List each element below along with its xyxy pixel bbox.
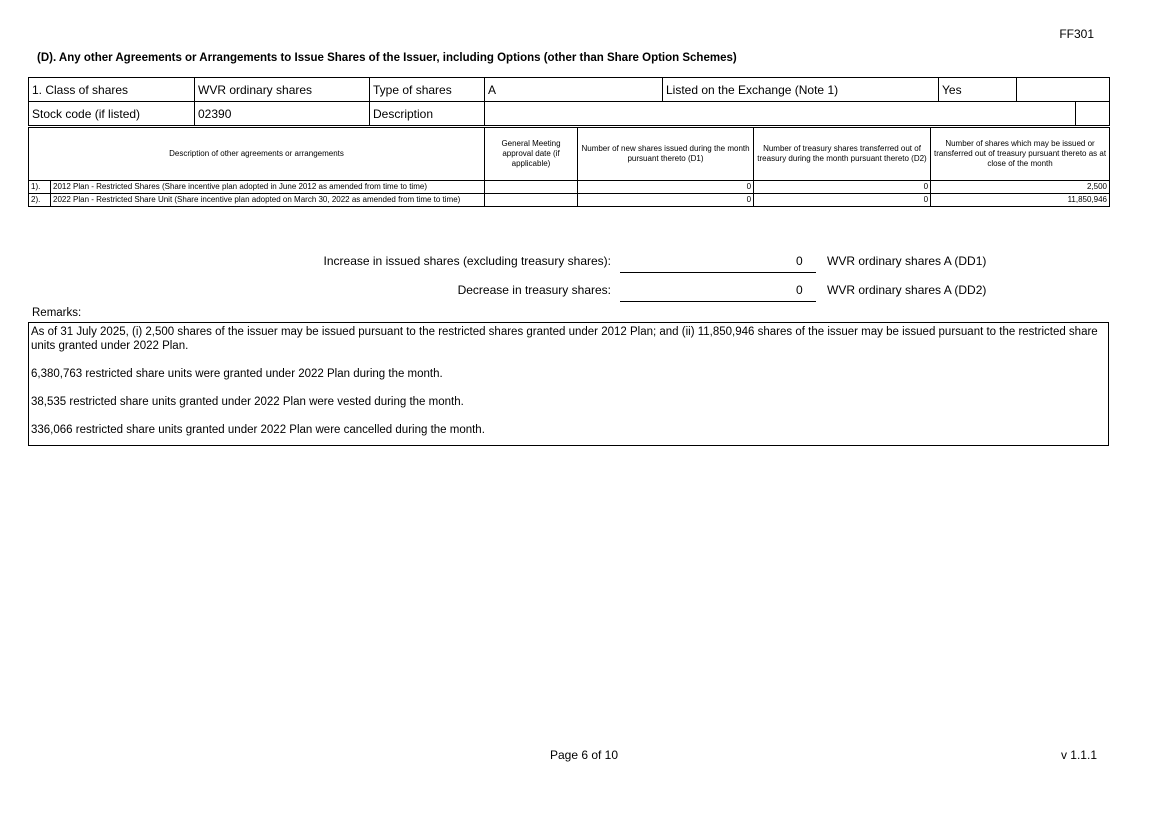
type-label: Type of shares: [370, 78, 485, 102]
table-row: [29, 194, 1110, 207]
page-number: Page 6 of 10: [549, 748, 619, 762]
remark-paragraph: 38,535 restricted share units granted under 2022 Plan were vested during the month.: [31, 396, 464, 408]
stock-code-row: [29, 102, 1110, 126]
type-value: A: [485, 78, 663, 102]
row-description: 2012 Plan - Restricted Shares (Share incentive plan adopted in June 2012 as amended from time to time): [51, 181, 485, 194]
class-value: WVR ordinary shares: [195, 78, 370, 102]
form-code: FF301: [1059, 27, 1094, 41]
stock-code-label: Stock code (if listed): [29, 102, 195, 126]
row-may-be-issued: 2,500: [931, 181, 1110, 194]
listed-extra: [1017, 78, 1110, 102]
description-label: Description: [370, 102, 485, 126]
remarks-label: Remarks:: [32, 307, 82, 319]
table-header-row: [29, 128, 1110, 181]
decrease-unit: WVR ordinary shares A (DD2): [827, 283, 987, 297]
decrease-label: Decrease in treasury shares:: [457, 283, 611, 297]
increase-value: 0: [796, 254, 803, 268]
header-description: Description of other agreements or arrangements: [29, 128, 485, 181]
header-new-shares: Number of new shares issued during the month pursuant thereto (D1): [578, 128, 754, 181]
row-new-shares: 0: [578, 181, 754, 194]
row-may-be-issued: 11,850,946: [931, 194, 1110, 207]
listed-label: Listed on the Exchange (Note 1): [663, 78, 939, 102]
class-label: 1. Class of shares: [29, 78, 195, 102]
share-info-table: [28, 77, 1110, 126]
header-gm-date: General Meeting approval date (if applicable): [485, 128, 578, 181]
agreements-table: [28, 127, 1110, 207]
table-row: [29, 181, 1110, 194]
increase-unit: WVR ordinary shares A (DD1): [827, 254, 987, 268]
increase-label: Increase in issued shares (excluding treasury shares):: [323, 254, 611, 268]
remark-paragraph: As of 31 July 2025, (i) 2,500 shares of the issuer may be issued pursuant to the restricted shares granted under 2012 Plan; and (ii) 11,850,946 shares of the issuer may be issued pursuant to the restricted share units granted under 2022 Plan.: [31, 326, 1098, 352]
description-value: [485, 102, 1076, 126]
row-index: 1).: [29, 181, 51, 194]
remark-paragraph: 6,380,763 restricted share units were granted under 2022 Plan during the month.: [31, 368, 443, 380]
version-label: v 1.1.1: [1060, 748, 1097, 762]
class-row: [29, 78, 1110, 102]
header-treasury-transferred: Number of treasury shares transferred out of treasury during the month pursuant thereto (D2): [754, 128, 931, 181]
remarks-box: [28, 322, 1109, 446]
increase-line: [620, 254, 816, 273]
stock-code-value: 02390: [195, 102, 370, 126]
description-extra: [1076, 102, 1110, 126]
remark-paragraph: 336,066 restricted share units granted under 2022 Plan were cancelled during the month.: [31, 424, 485, 436]
row-new-shares: 0: [578, 194, 754, 207]
row-treasury: 0: [754, 181, 931, 194]
row-treasury: 0: [754, 194, 931, 207]
decrease-line: [620, 283, 816, 302]
header-may-be-issued: Number of shares which may be issued or transferred out of treasury pursuant thereto as at close of the month: [931, 128, 1110, 181]
row-index: 2).: [29, 194, 51, 207]
listed-value: Yes: [939, 78, 1017, 102]
decrease-value: 0: [796, 283, 803, 297]
section-title: (D). Any other Agreements or Arrangements to Issue Shares of the Issuer, including Options (other than Share Option Schemes): [37, 52, 737, 64]
row-gm-date: [485, 181, 578, 194]
row-description: 2022 Plan - Restricted Share Unit (Share incentive plan adopted on March 30, 2022 as amended from time to time): [51, 194, 485, 207]
row-gm-date: [485, 194, 578, 207]
